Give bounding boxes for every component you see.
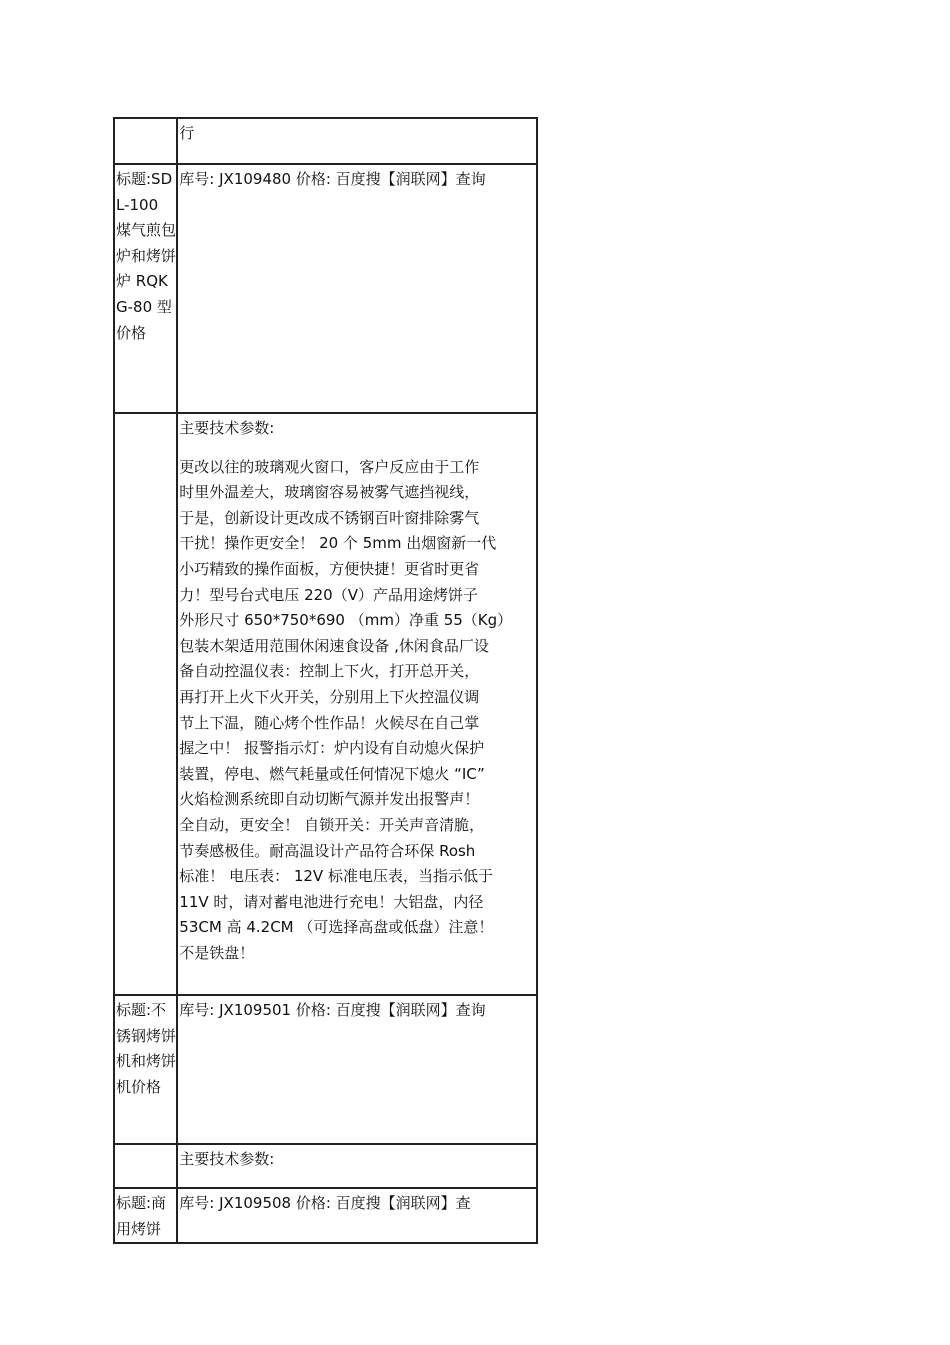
row-content-cell	[177, 118, 537, 164]
params-line: 装置，停电、燃气耗量或任何情况下熄火 “IC”	[179, 764, 485, 783]
row-label-cell	[114, 1188, 177, 1243]
row-label-cell	[114, 164, 177, 413]
table-row	[114, 1188, 537, 1243]
params-line: 时里外温差大，玻璃窗容易被雾气遮挡视线，	[179, 483, 480, 502]
row-content: 行	[179, 124, 195, 142]
row-content-cell	[177, 1144, 537, 1188]
params-line: 小巧精致的操作面板，方便快捷！更省时更省	[179, 559, 480, 578]
params-line: 11V 时，请对蓄电池进行充电！大铝盘，内径	[179, 892, 484, 911]
table-row	[114, 118, 537, 164]
params-line: 外形尺寸 650*750*690 （mm）净重 55（Kg）	[179, 611, 513, 630]
row-label	[115, 1145, 176, 1147]
params-heading: 主要技术参数:	[179, 419, 275, 437]
params-line: 标准！ 电压表： 12V 标准电压表，当指示低于	[179, 867, 493, 886]
table-row	[114, 164, 537, 413]
params-line: 53CM 高 4.2CM （可选择高盘或低盘）注意！	[179, 918, 494, 937]
params-line: 干扰！操作更安全！ 20 个 5mm 出烟窗新一代	[179, 534, 497, 553]
row-label-cell	[114, 1144, 177, 1188]
params-line: 节上下温，随心烤个性作品！火候尽在自己掌	[179, 713, 480, 732]
params-heading: 主要技术参数:	[179, 1150, 275, 1168]
row-label-cell	[114, 118, 177, 164]
row-content-cell	[177, 1188, 537, 1243]
params-line: 火焰检测系统即自动切断气源并发出报警声！	[179, 790, 480, 809]
product-title: 标题:SDL-100 煤气煎包炉和烤饼炉 RQKG-80 型价格	[116, 170, 177, 342]
stock-price-info: 库号: JX109508 价格: 百度搜【润联网】查	[179, 1194, 471, 1212]
params-line: 更改以往的玻璃观火窗口，客户反应由于工作	[179, 457, 480, 476]
row-content-cell	[177, 413, 537, 995]
params-line: 不是铁盘！	[179, 943, 255, 962]
params-line: 握之中！ 报警指示灯：炉内设有自动熄火保护	[179, 739, 485, 758]
row-content-cell	[177, 164, 537, 413]
params-line: 再打开上火下火开关，分别用上下火控温仪调	[179, 687, 480, 706]
row-label	[115, 119, 176, 121]
product-title: 标题:不锈钢烤饼机和烤饼机价格	[116, 1001, 177, 1096]
table-row	[114, 1144, 537, 1188]
table-row	[114, 413, 537, 995]
row-label-cell	[114, 995, 177, 1144]
params-line: 于是，创新设计更改成不锈钢百叶窗排除雾气	[179, 508, 480, 527]
stock-price-info: 库号: JX109480 价格: 百度搜【润联网】查询	[179, 170, 486, 188]
stock-price-info: 库号: JX109501 价格: 百度搜【润联网】查询	[179, 1001, 486, 1019]
row-content-cell	[177, 995, 537, 1144]
product-table	[113, 117, 538, 1244]
params-line: 力！型号台式电压 220（V）产品用途烤饼子	[179, 585, 478, 604]
product-title: 标题:商用烤饼	[116, 1194, 167, 1238]
table-row	[114, 995, 537, 1144]
params-description	[178, 455, 536, 967]
params-line: 包装木架适用范围休闲速食设备 ,休闲食品厂设	[179, 636, 489, 655]
row-label-cell	[114, 413, 177, 995]
row-label	[115, 414, 176, 416]
params-line: 备自动控温仪表：控制上下火，打开总开关，	[179, 662, 480, 681]
params-line: 节奏感极佳。耐高温设计产品符合环保 Rosh	[179, 841, 476, 860]
params-line: 全自动，更安全！ 自锁开关：开关声音清脆，	[179, 815, 485, 834]
